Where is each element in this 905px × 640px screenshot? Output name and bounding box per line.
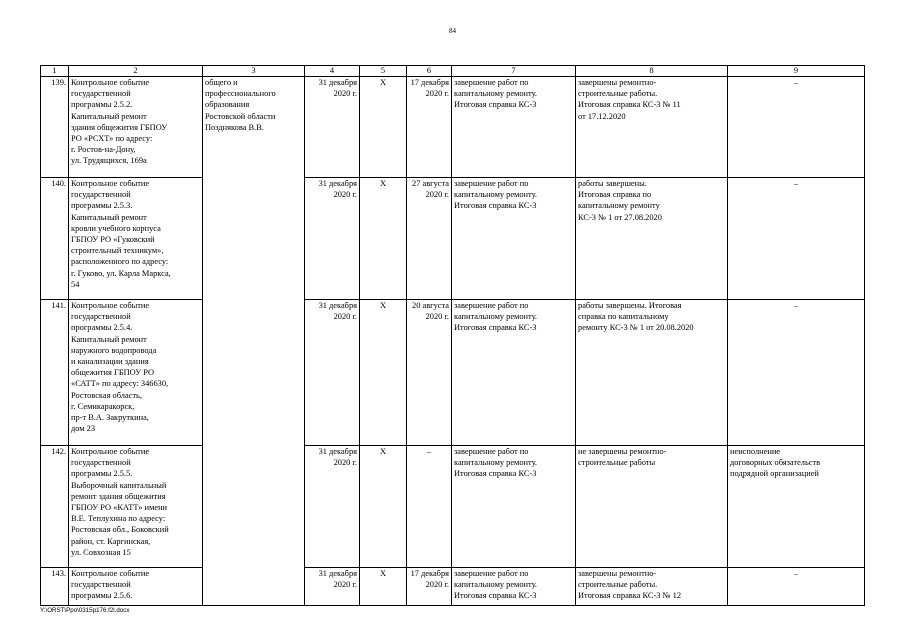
event-description: Контрольное событие государственной программы 2.5.4. Капитальный ремонт наружного водопровода и канализации здания общежития ГБПОУ РО «САТТ» по адресу: 346630, Ростовская область, г. Семикаракорск, пр-т В.А. Закруткина, дом 23 [69, 300, 203, 446]
row-number: 141. [41, 300, 69, 446]
column-number-header-row [41, 66, 865, 77]
row-number: 143. [41, 568, 69, 606]
actual-result: не завершены ремонтно- строительные работы [576, 446, 728, 568]
event-description: Контрольное событие государственной программы 2.5.3. Капитальный ремонт кровли учебного корпуса ГБПОУ РО «Гуковский строительный техникум», расположенного по адресу: г. Гуково, ул. Карла Маркса, 54 [69, 178, 203, 300]
actual-result: завершены ремонтно- строительные работы. Итоговая справка КС-3 № 11 от 17.12.2020 [576, 77, 728, 178]
column-header: 5 [360, 66, 407, 77]
actual-date: – [407, 446, 452, 568]
table-row [41, 77, 865, 178]
expected-result: завершение работ по капитальному ремонту. Итоговая справка КС-3 [452, 77, 576, 178]
column-header: 6 [407, 66, 452, 77]
actual-result: работы завершены. Итоговая справка по капитальному ремонту КС-3 № 1 от 20.08.2020 [576, 300, 728, 446]
actual-date: 17 декабря 2020 г. [407, 77, 452, 178]
column-header: 7 [452, 66, 576, 77]
row-number: 140. [41, 178, 69, 300]
mark-cell: Х [360, 446, 407, 568]
expected-result: завершение работ по капитальному ремонту. Итоговая справка КС-3 [452, 300, 576, 446]
actual-result: завершены ремонтно- строительные работы. Итоговая справка КС-3 № 12 [576, 568, 728, 606]
report-table [40, 65, 865, 606]
planned-deadline: 31 декабря 2020 г. [305, 446, 360, 568]
non-fulfilment-reason: – [728, 77, 865, 178]
column-header: 1 [41, 66, 69, 77]
actual-result: работы завершены. Итоговая справка по капитальному ремонту КС-3 № 1 от 27.08.2020 [576, 178, 728, 300]
table-row [41, 300, 865, 446]
table-row [41, 178, 865, 300]
event-description: Контрольное событие государственной программы 2.5.5. Выборочный капитальный ремонт здания общежития ГБПОУ РО «КАТТ» имени В.Е. Теплухина по адресу: Ростовская обл., Боковский район, ст. Каргинская, ул. Совхозная 15 [69, 446, 203, 568]
column-header: 3 [203, 66, 305, 77]
table-row [41, 568, 865, 606]
column-header: 9 [728, 66, 865, 77]
non-fulfilment-reason: – [728, 568, 865, 606]
mark-cell: Х [360, 568, 407, 606]
row-number: 139. [41, 77, 69, 178]
column-header: 2 [69, 66, 203, 77]
event-description: Контрольное событие государственной программы 2.5.6. [69, 568, 203, 606]
actual-date: 20 августа 2020 г. [407, 300, 452, 446]
mark-cell: Х [360, 178, 407, 300]
table-row [41, 446, 865, 568]
planned-deadline: 31 декабря 2020 г. [305, 178, 360, 300]
planned-deadline: 31 декабря 2020 г. [305, 300, 360, 446]
document-file-path: Y:\ORST\Ppo\0315p176.f2l.docx [40, 607, 130, 614]
expected-result: завершение работ по капитальному ремонту. Итоговая справка КС-3 [452, 446, 576, 568]
page-number: 84 [449, 27, 456, 35]
actual-date: 17 декабря 2020 г. [407, 568, 452, 606]
column-header: 8 [576, 66, 728, 77]
actual-date: 27 августа 2020 г. [407, 178, 452, 300]
mark-cell: Х [360, 77, 407, 178]
event-description: Контрольное событие государственной программы 2.5.2. Капитальный ремонт здания общежития ГБПОУ РО «РСХТ» по адресу: г. Ростов-на-Дону, ул. Трудящихся, 169а [69, 77, 203, 178]
planned-deadline: 31 декабря 2020 г. [305, 77, 360, 178]
expected-result: завершение работ по капитальному ремонту. Итоговая справка КС-3 [452, 568, 576, 606]
non-fulfilment-reason: – [728, 178, 865, 300]
expected-result: завершение работ по капитальному ремонту. Итоговая справка КС-3 [452, 178, 576, 300]
mark-cell: Х [360, 300, 407, 446]
non-fulfilment-reason: неисполнение договорных обязательств подрядной организацией [728, 446, 865, 568]
responsible-executor: общего и профессионального образования Ростовской области Позднякова В.В. [203, 77, 305, 606]
row-number: 142. [41, 446, 69, 568]
column-header: 4 [305, 66, 360, 77]
planned-deadline: 31 декабря 2020 г. [305, 568, 360, 606]
non-fulfilment-reason: – [728, 300, 865, 446]
